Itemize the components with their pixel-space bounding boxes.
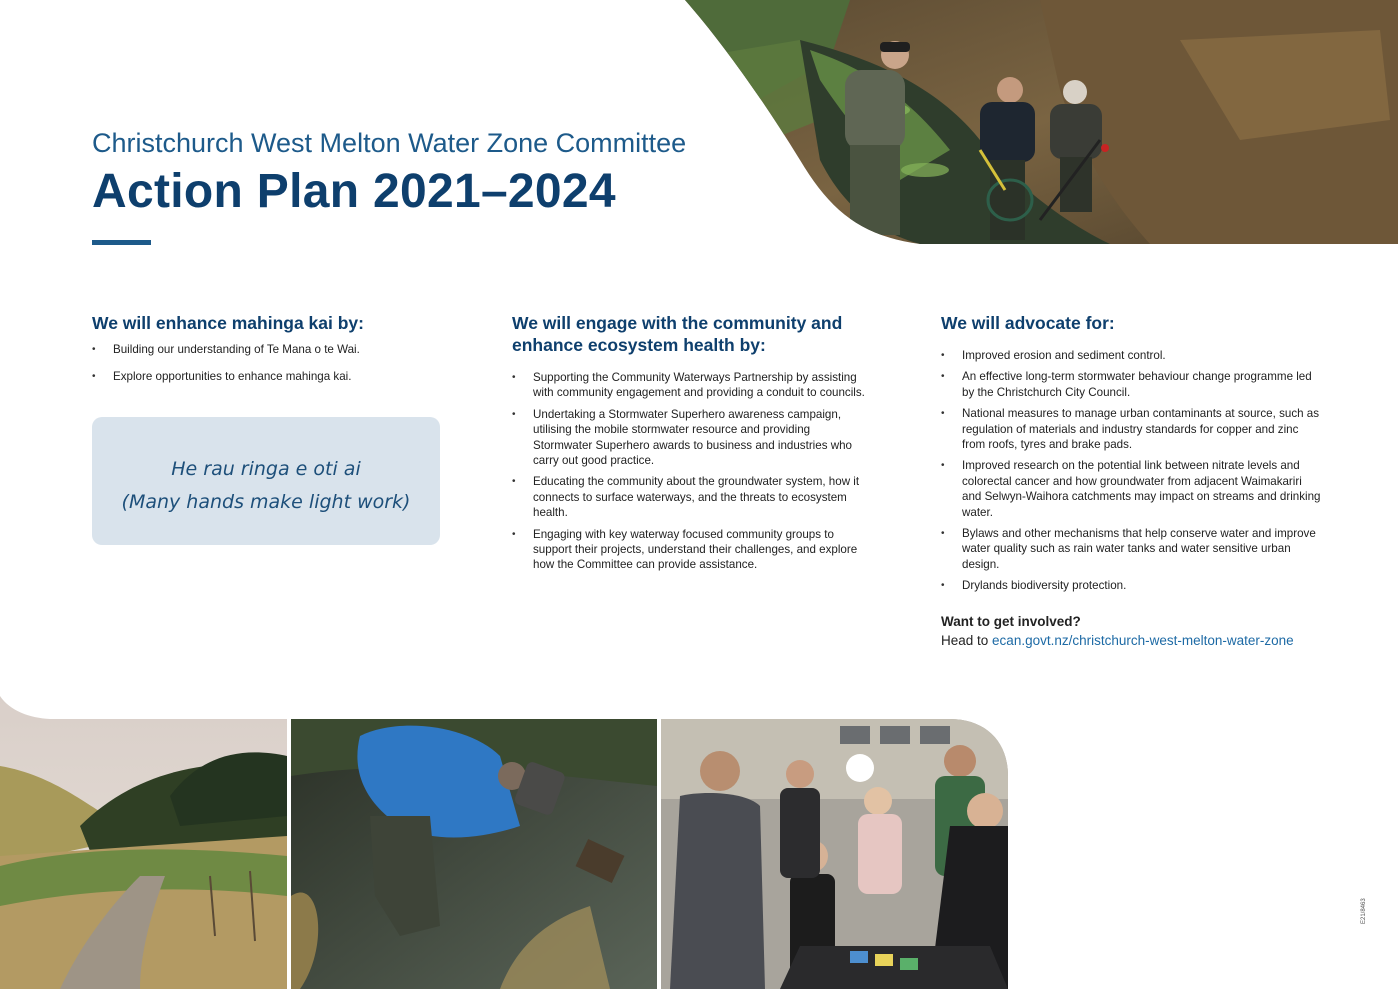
proverb-quote-box	[92, 417, 440, 545]
get-involved-line	[941, 633, 1294, 648]
advocacy-section	[941, 312, 1321, 600]
list-item: • National measures to manage urban contaminants at source, such as regulation of materials and industry standards for copper and zinc from roofs, tyres and brake pads.	[941, 406, 1321, 452]
list-item: • Improved research on the potential link between nitrate levels and colorectal cancer and how groundwater from adjacent Waimakariri and Selwyn-Waihora catchments may impact on streams and drinking water.	[941, 458, 1321, 520]
bottom-photo-strip	[0, 696, 1008, 989]
list-item: • Supporting the Community Waterways Partnership by assisting with community engagement and providing a conduit to councils.	[512, 370, 872, 401]
mahinga-kai-list	[92, 342, 452, 385]
mahinga-kai-section	[92, 312, 452, 397]
list-item: • Educating the community about the groundwater system, how it connects to surface waterways, and the threats to ecosystem health.	[512, 474, 872, 520]
get-involved-prefix: Head to	[941, 633, 993, 648]
stream-survey-photo	[680, 0, 1398, 244]
community-engagement-section	[512, 312, 872, 579]
proverb-maori: He rau ringa e oti ai	[171, 458, 361, 480]
list-item: • Bylaws and other mechanisms that help conserve water and improve water quality such as rain water tanks and water sensitive urban design.	[941, 526, 1321, 572]
stream-sampling-photo	[291, 719, 657, 989]
hillside-track-photo	[0, 696, 287, 989]
document-subtitle: Christchurch West Melton Water Zone Committee	[92, 128, 687, 158]
list-item: • Drylands biodiversity protection.	[941, 578, 1321, 593]
proverb-english: (Many hands make light work)	[121, 491, 411, 513]
mahinga-kai-heading: We will enhance mahinga kai by:	[92, 313, 364, 333]
list-item: • Engaging with key waterway focused community groups to support their projects, understand their challenges, and explore how the Committee can provide assistance.	[512, 527, 872, 573]
advocacy-heading: We will advocate for:	[941, 313, 1115, 333]
advocacy-list	[941, 348, 1321, 594]
get-involved-question: Want to get involved?	[941, 614, 1081, 629]
get-involved-block	[941, 614, 1294, 648]
document-title: Action Plan 2021–2024	[92, 165, 616, 218]
community-engagement-heading	[512, 312, 872, 356]
list-item: • Explore opportunities to enhance mahinga kai.	[92, 369, 452, 384]
list-item: • Building our understanding of Te Mana o te Wai.	[92, 342, 452, 357]
heading-line: We will engage with the community and	[512, 313, 843, 333]
community-engagement-list	[512, 370, 872, 573]
list-item: • An effective long-term stormwater behaviour change programme led by the Christchurch City Council.	[941, 369, 1321, 400]
title-underline	[92, 240, 151, 245]
community-event-photo	[661, 719, 1008, 989]
heading-line: enhance ecosystem health by:	[512, 335, 766, 355]
document-code: E21/8463	[1361, 898, 1367, 924]
list-item: • Improved erosion and sediment control.	[941, 348, 1321, 363]
list-item: • Undertaking a Stormwater Superhero awareness campaign, utilising the mobile stormwater resource and providing Stormwater Superhero awards to business and industries who carry out good practice.	[512, 407, 872, 469]
website-link[interactable]: ecan.govt.nz/christchurch-west-melton-water-zone	[992, 633, 1294, 648]
